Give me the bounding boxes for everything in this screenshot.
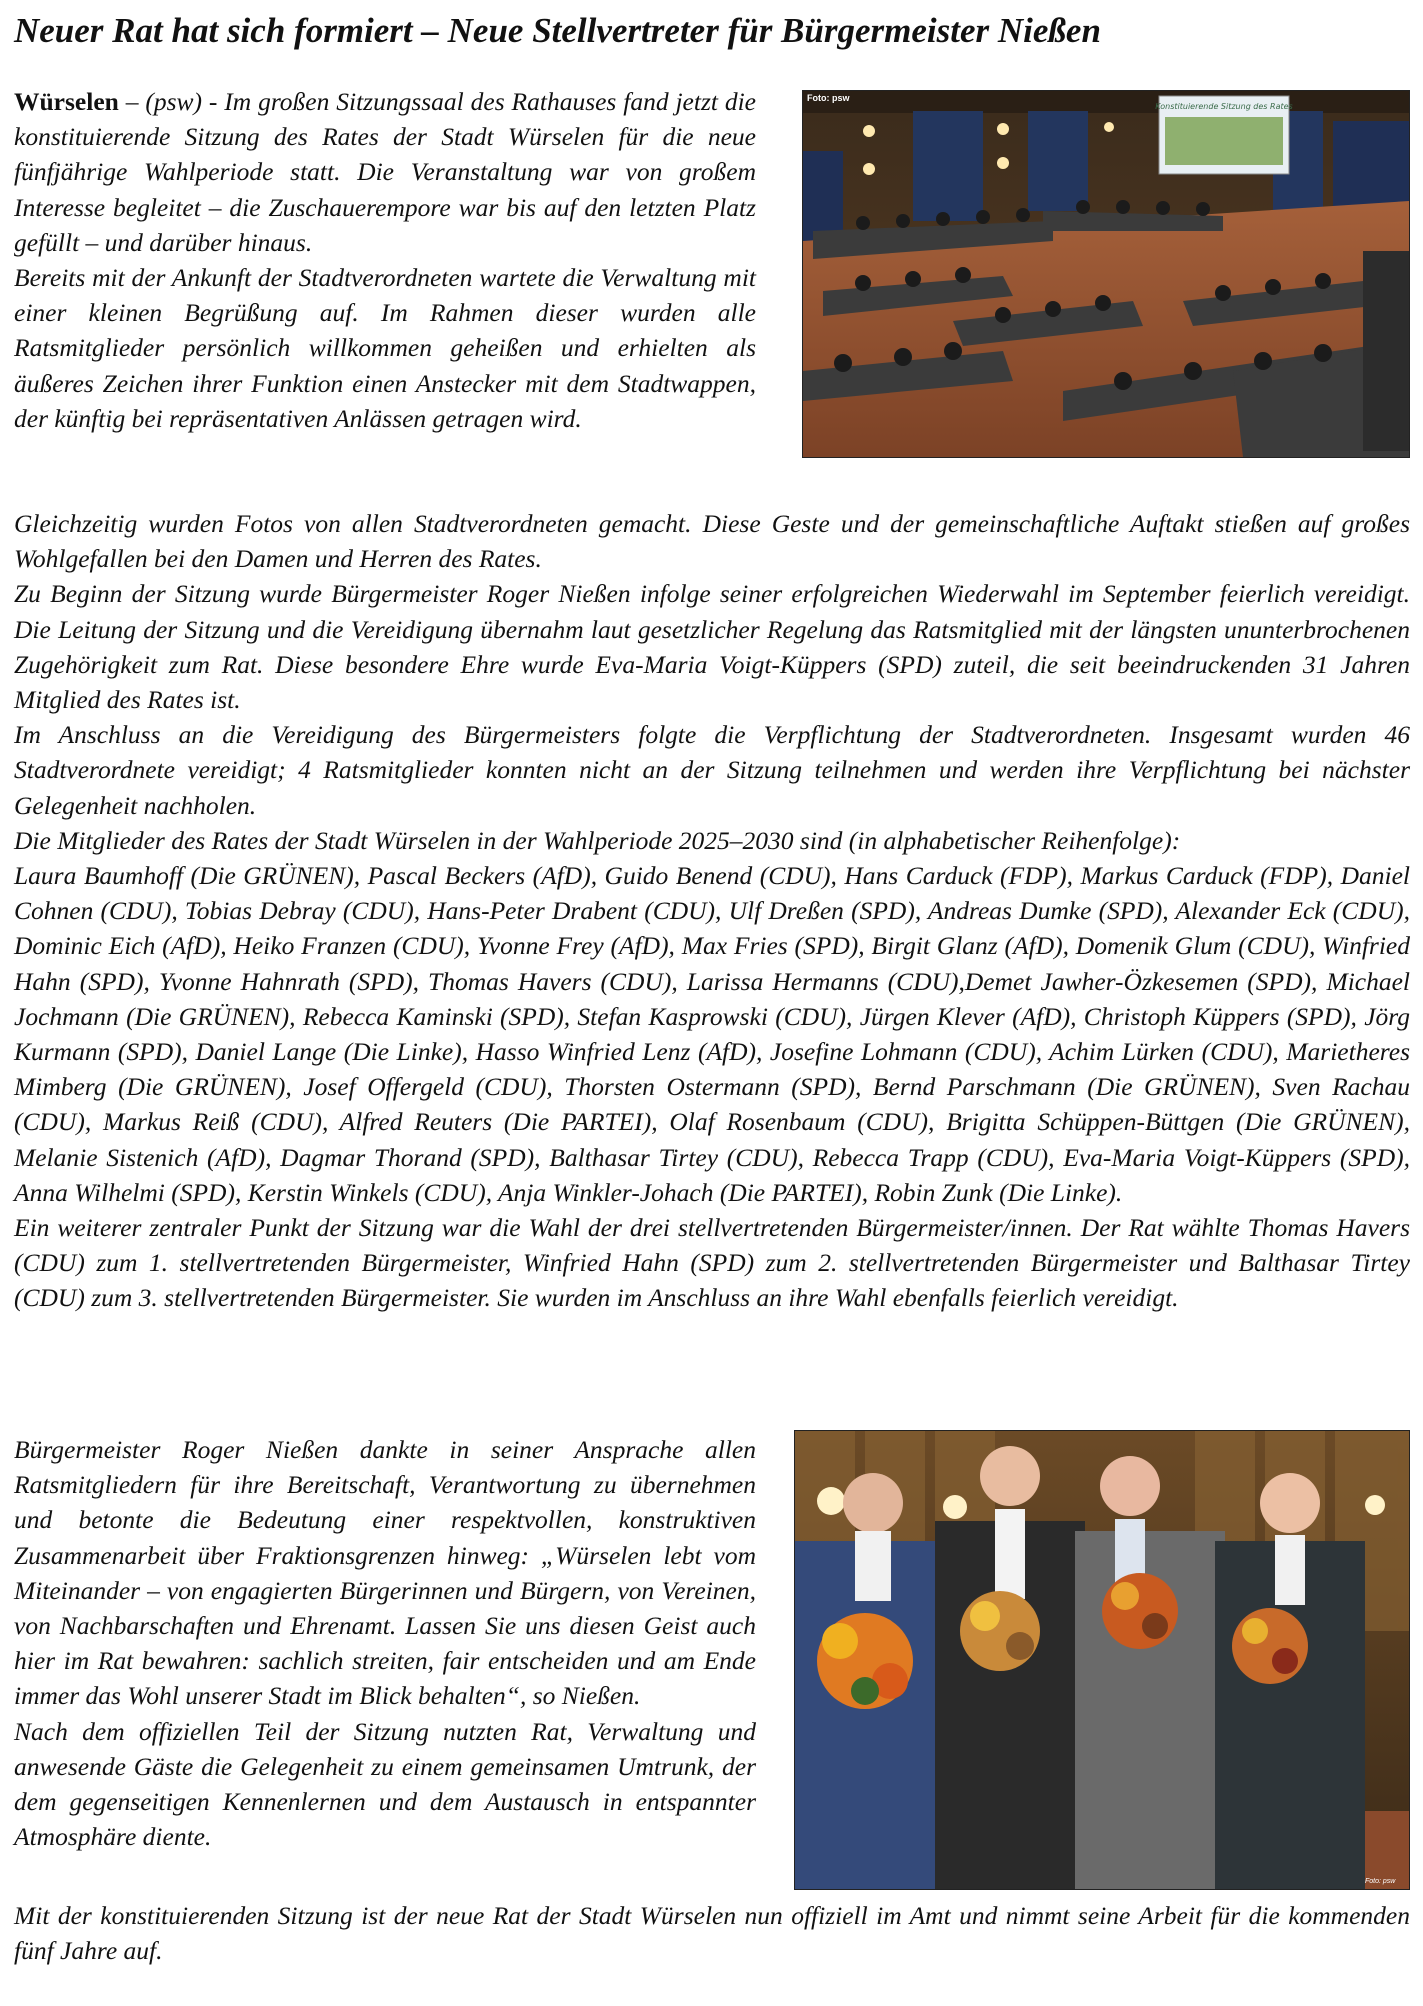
intro-paragraph (14, 84, 756, 260)
council-hall-illustration (803, 91, 1409, 457)
photos-paragraph: Gleichzeitig wurden Fotos von allen Stadtverordneten gemacht. Diese Geste und der gemeinschaftliche Auftakt stießen auf großes Wohlgefallen bei den Damen und Herren des Rates. (14, 509, 1410, 574)
screen-caption: Konstituierende Sitzung des Rates (1155, 102, 1293, 111)
closing-paragraph: Mit der konstituierenden Sitzung ist der neue Rat der Stadt Würselen nun offiziell im Amt und nimmt seine Arbeit für die kommenden fünf Jahre auf. (14, 1901, 1410, 1966)
article-headline: Neuer Rat hat sich formiert – Neue Stellvertreter für Bürgermeister Nießen (14, 11, 1101, 50)
welcome-paragraph: Bereits mit der Ankunft der Stadtverordneten wartete die Verwaltung mit einer kleinen Begrüßung auf. Im Rahmen dieser wurden alle Ratsmitglieder persönlich willkommen geheißen und erhielten als äußeres Zeichen ihrer Funktion einen Anstecker mit dem Stadtwappen, der künftig bei repräsentativen Anlässen getragen wird. (14, 263, 756, 433)
deputies-group-illustration (795, 1431, 1409, 1889)
dateline-place: Würselen (14, 87, 119, 116)
article-main-text (14, 506, 1410, 1316)
deputies-photo (794, 1430, 1410, 1890)
members-list-paragraph: Laura Baumhoff (Die GRÜNEN), Pascal Beckers (AfD), Guido Benend (CDU), Hans Carduck (FDP), Markus Carduck (FDP), Daniel Cohnen (CDU), Tobias Debray (CDU), Hans-Peter Drabent (CDU), Ulf Dreßen (SPD), Andreas Dumke (SPD), Alexander Eck (CDU), Dominic Eich (AfD), Heiko Franzen (CDU), Yvonne Frey (AfD), Max Fries (SPD), Birgit Glanz (AfD), Domenik Glum (CDU), Winfried Hahn (SPD), Yvonne Hahnrath (SPD), Thomas Havers (CDU), Larissa Hermanns (CDU),Demet Jawher-Özkesemen (SPD), Michael Jochmann (Die GRÜNEN), Rebecca Kaminski (SPD), Stefan Kasprowski (CDU), Jürgen Klever (AfD), Christoph Küppers (SPD), Jörg Kurmann (SPD), Daniel Lange (Die Linke), Hasso Winfried Lenz (AfD), Josefine Lohmann (CDU), Achim Lürken (CDU), Marietheres Mimberg (Die GRÜNEN), Josef Offergeld (CDU), Thorsten Ostermann (SPD), Bernd Parschmann (Die GRÜNEN), Sven Rachau (CDU), Markus Reiß (CDU), Alfred Reuters (Die PARTEI), Olaf Rosenbaum (CDU), Brigitta Schüppen-Büttgen (Die GRÜNEN), Melanie Sistenich (AfD), Dagmar Thorand (SPD), Balthasar Tirtey (CDU), Rebecca Trapp (CDU), Eva-Maria Voigt-Küppers (SPD), Anna Wilhelmi (SPD), Kerstin Winkels (CDU), Anja Winkler-Johach (Die PARTEI), Robin Zunk (Die Linke). (14, 861, 1410, 1207)
members-intro-paragraph: Die Mitglieder des Rates der Stadt Würselen in der Wahlperiode 2025–2030 sind (in alphabetischer Reihenfolge): (14, 825, 1181, 855)
deputies-photo-credit: Foto: psw (1365, 1878, 1396, 1885)
speech-paragraph: Bürgermeister Roger Nießen dankte in seiner Ansprache allen Ratsmitgliedern für ihre Bereitschaft, Verantwortung zu übernehmen und betonte die Bedeutung einer respektvollen, konstruktiven Zusammenarbeit über Fraktionsgrenzen hinweg: „Würselen lebt vom Miteinander – von engagierten Bürgerinnen und Bürgern, von Vereinen, von Nachbarschaften und Ehrenamt. Lassen Sie uns diesen Geist auch hier im Rat bewahren: sachlich streiten, fair entscheiden und am Ende immer das Wohl unserer Stadt im Blick behalten“, so Nießen. (14, 1435, 756, 1711)
article-closing (14, 1898, 1410, 1968)
dateline-text: – (psw) - Im großen Sitzungssaal des Rathauses fand jetzt die konstituierende Sitzung des Rates der Stadt Würselen für die neue fünfjährige Wahlperiode statt. Die Veranstaltung war von großem Interesse begleitet – die Zuschauerempore war bis auf den letzten Platz gefüllt – und darüber hinaus. (14, 87, 756, 257)
article-lower-column (14, 1432, 756, 1854)
article-intro-column (14, 84, 756, 436)
council-oath-paragraph: Im Anschluss an die Vereidigung des Bürgermeisters folgte die Verpflichtung der Stadtverordneten. Insgesamt wurden 46 Stadtverordnete vereidigt; 4 Ratsmitglieder konnten nicht an der Sitzung teilnehmen und werden ihre Verpflichtung bei nächster Gelegenheit nachholen. (14, 720, 1410, 820)
council-photo-credit: Foto: psw (807, 93, 850, 103)
reception-paragraph: Nach dem offiziellen Teil der Sitzung nutzten Rat, Verwaltung und anwesende Gäste die Gelegenheit zu einem gemeinsamen Umtrunk, der dem gegenseitigen Kennenlernen und dem Austausch in entspannter Atmosphäre diente. (14, 1716, 756, 1852)
mayor-oath-paragraph: Zu Beginn der Sitzung wurde Bürgermeister Roger Nießen infolge seiner erfolgreichen Wiederwahl im September feierlich vereidigt. Die Leitung der Sitzung und die Vereidigung übernahm laut gesetzlicher Regelung das Ratsmitglied mit der längsten ununterbrochenen Zugehörigkeit zum Rat. Diese besondere Ehre wurde Eva-Maria Voigt-Küppers (SPD) zuteil, die seit beeindruckenden 31 Jahren Mitglied des Rates ist. (14, 579, 1410, 715)
council-session-photo (802, 90, 1410, 458)
deputies-paragraph: Ein weiterer zentraler Punkt der Sitzung war die Wahl der drei stellvertretenden Bürgermeister/innen. Der Rat wählte Thomas Havers (CDU) zum 1. stellvertretenden Bürgermeister, Winfried Hahn (SPD) zum 2. stellvertretenden Bürgermeister und Balthasar Tirtey (CDU) zum 3. stellvertretenden Bürgermeister. Sie wurden im Anschluss an ihre Wahl ebenfalls feierlich vereidigt. (14, 1213, 1410, 1313)
article-page (14, 0, 1410, 2006)
